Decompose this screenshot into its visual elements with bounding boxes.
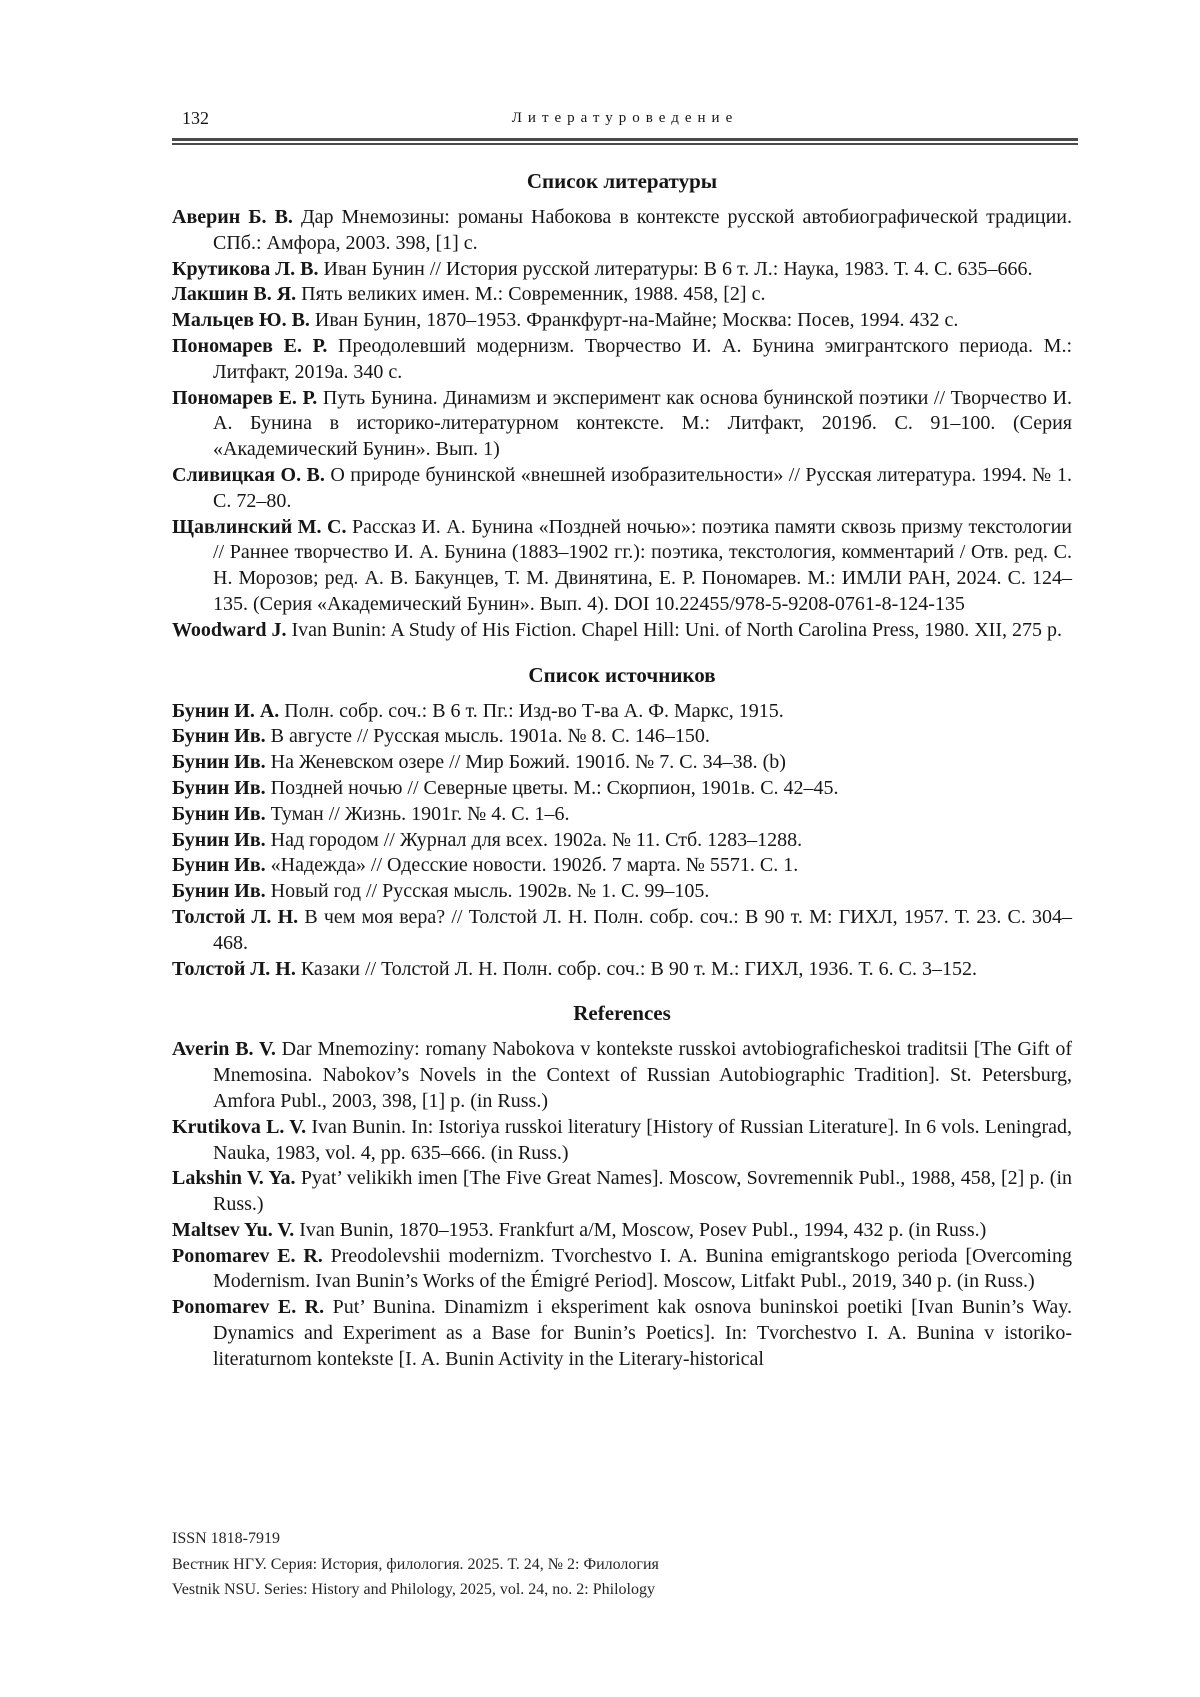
entry-text: Pyat’ velikikh imen [The Five Great Names]. Moscow, Sovremennik Publ., 1988, 458, [2] p. (in Russ.) <box>213 1167 1072 1216</box>
reference-entry <box>172 515 1072 618</box>
reference-entry <box>172 750 1072 776</box>
entry-author: Бунин И. А. <box>172 699 280 722</box>
entry-author: Бунин Ив. <box>172 776 266 799</box>
entry-author: Бунин Ив. <box>172 880 266 903</box>
entry-author: Бунин Ив. <box>172 854 266 877</box>
reference-entry <box>172 1166 1072 1218</box>
entry-text: Иван Бунин, 1870–1953. Франкфурт-на-Майне; Москва: Посев, 1994. 432 с. <box>314 309 959 332</box>
reference-entry <box>172 205 1072 257</box>
entry-text: Рассказ И. А. Бунина «Поздней ночью»: поэтика памяти сквозь призму текстологии // Раннее творчество И. А. Бунина (1883–1902 гг.): поэтика, текстология, комментарий / Отв. ред. С. Н. Морозов; ред. А. В. Бакунцев, Т. М. Двинятина, Е. Р. Пономарев. М.: ИМЛИ РАН, 2024. С. 124–135. (Серия «Академический Бунин». Вып. 4). DOI 10.22455/978-5-9208-0761-8-124-135 <box>213 515 1072 615</box>
page-number: 132 <box>182 108 209 128</box>
entry-text: Ivan Bunin: A Study of His Fiction. Chapel Hill: Uni. of North Carolina Press, 1980. XII, 275 p. <box>291 618 1062 641</box>
entry-text: О природе бунинской «внешней изобразительности» // Русская литература. 1994. № 1. С. 72–80. <box>213 463 1073 512</box>
footer-journal-ru: Вестник НГУ. Серия: История, филология. 2025. Т. 24, № 2: Филология <box>172 1555 659 1573</box>
entry-author: Woodward J. <box>172 618 287 641</box>
entry-text: Дар Мнемозины: романы Набокова в контексте русской автобиографической традиции. СПб.: Амфора, 2003. 398, [1] с. <box>213 206 1072 254</box>
reference-entry <box>172 699 1072 725</box>
footer-journal-en: Vestnik NSU. Series: History and Philology, 2025, vol. 24, no. 2: Philology <box>172 1581 655 1598</box>
entry-text: Полн. собр. соч.: В 6 т. Пг.: Изд-во Т-ва А. Ф. Маркс, 1915. <box>284 699 784 722</box>
entry-author: Аверин Б. В. <box>172 206 293 228</box>
reference-entry <box>172 386 1072 463</box>
page-header <box>172 106 1078 132</box>
section-heading: References <box>573 1001 671 1026</box>
reference-entry <box>172 879 1072 905</box>
entry-text: Иван Бунин // История русской литературы: В 6 т. Л.: Наука, 1983. Т. 4. С. 635–666. <box>323 257 1033 280</box>
section-heading: Список литературы <box>526 169 718 193</box>
reference-entry <box>172 724 1072 750</box>
entry-text: Туман // Жизнь. 1901г. № 4. С. 1–6. <box>270 802 570 825</box>
reference-entry <box>172 334 1072 386</box>
entry-text: Преодолевший модернизм. Творчество И. А. Бунина эмигрантского периода. М.: Литфакт, 2019а. 340 с. <box>213 334 1072 383</box>
reference-entry <box>172 1115 1072 1167</box>
entry-author: Krutikova L. V. <box>172 1115 307 1138</box>
entry-text: В чем моя вера? // Толстой Л. Н. Полн. собр. соч.: В 90 т. М: ГИХЛ, 1957. Т. 23. С. 304–468. <box>213 905 1072 954</box>
reference-entry <box>172 828 1072 854</box>
header-divider-rule <box>172 138 1078 145</box>
reference-entry <box>172 802 1072 828</box>
rule-bottom-line <box>172 143 1078 145</box>
entry-author: Бунин Ив. <box>172 802 266 825</box>
reference-entry <box>172 257 1072 283</box>
entry-author: Толстой Л. Н. <box>172 905 299 928</box>
entry-text: Preodolevshii modernizm. Tvorchestvo I. A. Bunina emigrantskogo perioda [Overcoming Modernism. Ivan Bunin’s Works of the Émigré Period]. Moscow, Litfakt Publ., 2019, 340 p. (in Russ.) <box>213 1244 1072 1293</box>
entry-text: «Надежда» // Одесские новости. 1902б. 7 марта. № 5571. С. 1. <box>270 854 799 877</box>
entry-text: Ivan Bunin. In: Istoriya russkoi literatury [History of Russian Literature]. In 6 vols. Leningrad, Nauka, 1983, vol. 4, pp. 635–666. (in Russ.) <box>213 1115 1072 1164</box>
entry-text: Казаки // Толстой Л. Н. Полн. собр. соч.: В 90 т. М.: ГИХЛ, 1936. Т. 6. С. 3–152. <box>300 957 977 980</box>
entry-author: Бунин Ив. <box>172 828 266 851</box>
page-footer <box>172 1526 659 1603</box>
entry-author: Мальцев Ю. В. <box>172 309 310 332</box>
entry-text: Dar Mnemoziny: romany Nabokova v kontekste russkoi avtobiograficheskoi traditsii [The Gift of Mnemosina. Nabokov’s Novels in the Context of Russian Autobiographic Tradition]. St. Petersburg, Amfora Publ., 2003, 398, [1] p. (in Russ.) <box>213 1038 1073 1112</box>
entry-author: Щавлинский М. С. <box>172 515 347 538</box>
reference-entry <box>172 1295 1072 1372</box>
section-heading: Список источников <box>528 662 716 687</box>
entry-author: Толстой Л. Н. <box>172 957 296 980</box>
reference-entry <box>172 853 1072 879</box>
entry-author: Бунин Ив. <box>172 751 266 774</box>
entry-text: На Женевском озере // Мир Божий. 1901б. № 7. С. 34–38. (b) <box>270 751 786 774</box>
reference-entry <box>172 463 1072 515</box>
entry-author: Ponomarev E. R. <box>172 1296 325 1319</box>
reference-entry <box>172 1244 1072 1296</box>
bibliography-sections <box>172 150 1072 1373</box>
entry-author: Сливицкая О. В. <box>172 463 325 486</box>
entry-author: Maltsev Yu. V. <box>172 1218 295 1241</box>
reference-entry <box>172 957 1072 983</box>
entry-author: Крутикова Л. В. <box>172 257 319 280</box>
footer-issn: ISSN 1818-7919 <box>172 1530 281 1547</box>
reference-entry <box>172 618 1072 644</box>
reference-entry <box>172 776 1072 802</box>
entry-author: Лакшин В. Я. <box>172 283 297 306</box>
entry-text: Put’ Bunina. Dinamizm i eksperiment kak osnova buninskoi poetiki [Ivan Bunin’s Way. Dynamics and Experiment as a Base for Bunin’s Poetics]. In: Tvorchestvo I. A. Bunina v istoriko-literaturnom kontekste [I. A. Bunin Activity in the Literary-historical <box>213 1296 1072 1370</box>
entry-text: Путь Бунина. Динамизм и эксперимент как основа бунинской поэтики // Творчество И. А. Бунина в историко-литературном контексте. М.: Литфакт, 2019б. С. 91–100. (Серия «Академический Бунин». Вып. 1) <box>213 386 1073 461</box>
entry-text: Поздней ночью // Северные цветы. М.: Скорпион, 1901в. С. 42–45. <box>270 776 839 799</box>
reference-entry <box>172 1218 1072 1244</box>
reference-entry <box>172 1037 1072 1114</box>
entry-author: Averin B. V. <box>172 1038 276 1061</box>
entry-text: Ivan Bunin, 1870–1953. Frankfurt a/M, Moscow, Posev Publ., 1994, 432 p. (in Russ.) <box>299 1218 987 1241</box>
entry-text: Над городом // Журнал для всех. 1902а. № 11. Стб. 1283–1288. <box>270 828 803 851</box>
running-title: Литературоведение <box>511 110 739 126</box>
entry-author: Пономарев Е. Р. <box>172 386 318 409</box>
entry-author: Lakshin V. Ya. <box>172 1167 296 1190</box>
entry-text: Пять великих имен. М.: Современник, 1988. 458, [2] с. <box>301 283 766 306</box>
reference-entry <box>172 308 1072 334</box>
entry-author: Пономарев Е. Р. <box>172 334 328 357</box>
reference-entry <box>172 905 1072 957</box>
reference-entry <box>172 282 1072 308</box>
entry-author: Ponomarev E. R. <box>172 1244 323 1267</box>
entry-author: Бунин Ив. <box>172 725 266 748</box>
entry-text: Новый год // Русская мысль. 1902в. № 1. С. 99–105. <box>270 880 710 903</box>
entry-text: В августе // Русская мысль. 1901а. № 8. С. 146–150. <box>270 725 710 748</box>
